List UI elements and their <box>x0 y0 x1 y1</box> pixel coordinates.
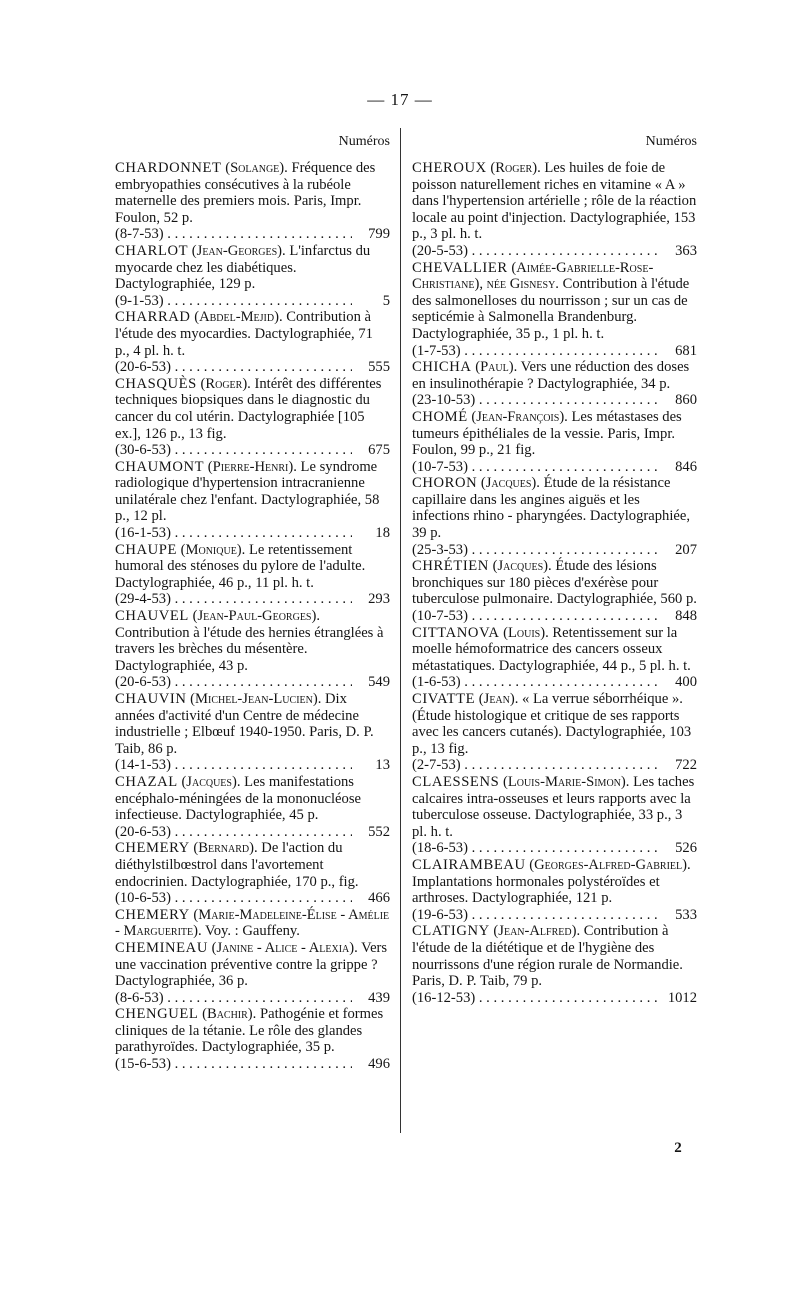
page-number: — 17 — <box>367 90 433 109</box>
entry-reference-line <box>412 459 697 476</box>
entry-given-names: (Jacques). <box>181 773 241 790</box>
entry-surname: CHASQUÈS <box>115 375 197 392</box>
entry-given-names: (Solange). <box>225 160 288 176</box>
entry-title: Contribution à l'étude des myocardies. Dactylographiée, 71 p., 4 pl. h. t. <box>115 309 373 359</box>
entry-given-names: (Louis). <box>503 624 549 641</box>
entry-reference-line <box>412 907 697 924</box>
entry-title: Contribution à l'étude des salmonelloses du nourrisson ; sur un cas de septicémie à Salmonella Brandenburg. Dactylographiée, 35 p., 1 pl. h. t. <box>412 276 690 342</box>
entry-text <box>115 774 390 824</box>
entry-text <box>412 475 697 541</box>
entry-reference-line <box>115 890 390 907</box>
entry-number: 681 <box>675 342 697 359</box>
entry-title: Les métastases des tumeurs épithéliales de la vessie. Paris, Impr. Foulon, 99 p., 21 fig. <box>412 408 682 459</box>
entry-given-names: (Louis-Marie-Simon). <box>502 773 630 790</box>
bibliography-entry <box>115 376 390 459</box>
entry-surname: CITTANOVA <box>412 624 500 641</box>
bibliography-entry <box>115 542 390 608</box>
entry-date: (30-6-53) . . . <box>115 442 352 459</box>
entry-text <box>115 376 390 442</box>
bibliography-entry <box>115 459 390 542</box>
bibliography-entry <box>115 840 390 906</box>
entry-date: (29-4-53) . . . <box>115 591 352 608</box>
entry-text <box>412 260 697 343</box>
entry-title: Voy. : Gauffeny. <box>205 923 300 940</box>
entry-given-names: (Pierre-Henri). <box>207 458 297 475</box>
entry-reference-line <box>115 757 390 774</box>
entry-surname: CHAUMONT <box>115 458 205 475</box>
entry-surname: CHORON <box>412 475 478 492</box>
entry-title: « La verrue séborrhéique ». (Étude histologique et critique de ses rapports avec les cancers cutanés). Dactylographiée, 103 p., 13 fig. <box>412 691 692 757</box>
entry-given-names: (Georges-Alfred-Gabriel). <box>529 856 691 873</box>
entry-date: (16-12-53) . . . <box>412 990 659 1007</box>
bibliography-entry <box>115 243 390 309</box>
entry-text <box>115 1006 390 1056</box>
entry-date: (23-10-53) . . . <box>412 392 659 409</box>
entry-date: (2-7-53) . . . <box>412 757 659 774</box>
column-divider <box>400 128 401 1133</box>
entry-reference-line <box>115 525 390 542</box>
entry-surname: CHARLOT <box>115 242 189 259</box>
entry-date: (20-6-53) . . . <box>115 359 352 376</box>
entry-reference-line <box>412 608 697 625</box>
bibliography-entry <box>412 160 697 260</box>
entry-reference-line <box>412 840 697 857</box>
bibliography-entry <box>115 774 390 840</box>
left-column <box>115 134 390 1073</box>
entry-number: 207 <box>675 541 697 558</box>
left-entries <box>115 160 390 1073</box>
entry-given-names: (Roger). <box>200 375 251 392</box>
entry-text <box>412 359 697 392</box>
entry-surname: CHARRAD <box>115 309 191 326</box>
bibliography-entry <box>412 857 697 923</box>
entry-date: (16-1-53) . . . <box>115 525 352 542</box>
bibliography-entry <box>412 691 697 774</box>
entry-date: (10-6-53) . . . <box>115 890 352 907</box>
entry-title: Vers une réduction des doses en insulinothérapie ? Dactylographiée, 34 p. <box>412 359 690 392</box>
entry-text <box>115 160 390 226</box>
entry-given-names: (Marie-Madeleine-Élise - Amélie - Marguerite). <box>115 906 390 940</box>
bibliography-entry <box>115 691 390 774</box>
entry-surname: CHENGUEL <box>115 1006 199 1023</box>
entry-surname: CLAIRAMBEAU <box>412 856 526 873</box>
entry-reference-line <box>115 359 390 376</box>
entry-date: (15-6-53) . . . <box>115 1056 352 1073</box>
entry-title: Fréquence des embryopathies consécutives à la rubéole maternelle des premiers mois. Paris, Impr. Foulon, 52 p. <box>115 160 376 226</box>
signature-number: 2 <box>674 1140 682 1156</box>
entry-given-names: (Janine - Alice - Alexia). <box>211 939 358 956</box>
entry-reference-line <box>412 990 697 1007</box>
entry-number: 533 <box>675 906 697 923</box>
entry-title: Pathogénie et formes cliniques de la tétanie. Le rôle des glandes parathyroïdes. Dactylographiée, 35 p. <box>115 1006 384 1056</box>
entry-given-names: (Jacques). <box>492 558 552 575</box>
entry-given-names: (Jean-Georges). <box>191 242 286 259</box>
entry-text <box>115 840 390 890</box>
right-entries <box>412 160 697 1006</box>
entry-surname: CLATIGNY <box>412 923 490 940</box>
entry-number: 400 <box>675 674 697 691</box>
entry-title: Intérêt des différentes techniques biopsiques dans le diagnostic du cancer du col utérin. Dactylographiée [105 ex.], 126 p., 13 fig. <box>115 375 382 442</box>
entry-reference-line <box>412 343 697 360</box>
entry-number: 860 <box>675 392 697 409</box>
entry-reference-line <box>412 757 697 774</box>
entry-text <box>115 309 390 359</box>
entry-title: Les manifestations encéphalo-méningées de la mononucléose infectieuse. Dactylographiée, 45 p. <box>115 773 361 824</box>
entry-text <box>412 409 697 459</box>
entry-text <box>115 907 390 940</box>
entry-surname: CHAUPE <box>115 541 177 558</box>
entry-surname: CHEMINEAU <box>115 939 208 956</box>
entry-number: 439 <box>368 989 390 1006</box>
bibliography-entry <box>115 1006 390 1072</box>
entry-number: 552 <box>368 823 390 840</box>
entry-number: 722 <box>675 757 697 774</box>
entry-date: (25-3-53) . . . <box>412 542 659 559</box>
entry-title: Le syndrome radiologique d'hypertension intracranienne unilatérale chez l'enfant. Dactylographiée, 58 p., 12 pl. <box>115 458 380 525</box>
bibliography-entry <box>412 260 697 360</box>
entry-title: Dix années d'activité d'un Centre de médecine industrielle ; Elbœuf 1940-1950. Paris, D. P. Taib, 86 p. <box>115 691 374 757</box>
column-header-right: Numéros <box>645 134 697 149</box>
entry-surname: CHARDONNET <box>115 160 222 176</box>
entry-number: 846 <box>675 458 697 475</box>
entry-title: Contribution à l'étude de la diététique et de l'hygiène des nourrissons d'une région rurale de Normandie. Paris, D. P. Taib, 79 p. <box>412 923 683 990</box>
entry-number: 549 <box>368 674 390 691</box>
entry-given-names: (Roger). <box>490 160 541 176</box>
bibliography-entry <box>115 907 390 940</box>
entry-title: L'infarctus du myocarde chez les diabétiques. Dactylographiée, 129 p. <box>115 242 371 293</box>
entry-date: (9-1-53) . . . <box>115 293 352 310</box>
bibliography-entry <box>412 359 697 409</box>
entry-date: (20-6-53) . . . <box>115 674 352 691</box>
bibliography-entry <box>412 409 697 475</box>
entry-reference-line <box>412 674 697 691</box>
entry-title: Implantations hormonales polystéroïdes et arthroses. Dactylographiée, 121 p. <box>412 873 660 907</box>
entry-number: 18 <box>375 525 390 542</box>
entry-surname: CHICHA <box>412 359 472 376</box>
entry-number: 293 <box>368 591 390 608</box>
entry-reference-line <box>412 542 697 559</box>
entry-surname: CHEMERY <box>115 840 190 857</box>
entry-reference-line <box>412 392 697 409</box>
entry-title: Étude des lésions bronchiques sur 180 pièces d'exérèse pour tuberculose pulmonaire. Dactylographiée, 560 p. <box>412 558 697 608</box>
entry-text <box>412 923 697 989</box>
entry-date: (20-5-53) . . . <box>412 243 659 260</box>
entry-reference-line <box>115 591 390 608</box>
entry-given-names: (Paul). <box>475 359 518 376</box>
entry-surname: CHRÉTIEN <box>412 558 489 575</box>
entry-title: De l'action du diéthylstilbœstrol dans l'avortement endocrinien. Dactylographiée, 170 p., fig. <box>115 840 359 890</box>
bibliography-entry <box>115 940 390 1006</box>
entry-text <box>115 940 390 990</box>
bibliography-entry <box>412 774 697 857</box>
entry-number: 496 <box>368 1056 390 1073</box>
entry-given-names: (Abdel-Mejid). <box>194 309 283 326</box>
entry-surname: CHEROUX <box>412 160 487 176</box>
entry-number: 799 <box>368 226 390 243</box>
entry-surname: CHEMERY <box>115 906 190 923</box>
entry-title: Contribution à l'étude des hernies étranglées à travers les brèches du mésentère. Dactylographiée, 43 p. <box>115 624 384 674</box>
entry-given-names: (Jacques). <box>480 475 540 492</box>
entry-given-names: (Bachir). <box>202 1006 257 1023</box>
entry-date: (14-1-53) . . . <box>115 757 352 774</box>
bibliography-entry <box>412 923 697 1006</box>
entry-number: 13 <box>375 757 390 774</box>
bibliography-entry <box>115 160 390 243</box>
entry-number: 5 <box>382 292 390 309</box>
entry-surname: CIVATTE <box>412 691 476 707</box>
column-header-left: Numéros <box>338 134 390 149</box>
entry-surname: CHAUVEL <box>115 608 189 625</box>
bibliography-entry <box>412 475 697 558</box>
entry-date: (8-7-53) . . . <box>115 226 352 243</box>
entry-text <box>412 774 697 840</box>
entry-date: (1-7-53) . . . <box>412 343 659 360</box>
entry-date: (19-6-53) . . . <box>412 907 659 924</box>
entry-given-names: (Jean-Alfred). <box>493 923 581 940</box>
entry-given-names: (Bernard). <box>193 840 258 857</box>
bibliography-entry <box>412 625 697 691</box>
entry-text <box>412 160 697 243</box>
entry-surname: CHOMÉ <box>412 408 468 425</box>
entry-date: (20-6-53) . . . <box>115 824 352 841</box>
entry-surname: CHEVALLIER <box>412 259 508 276</box>
entry-text <box>115 608 390 674</box>
entry-given-names: (Michel-Jean-Lucien). <box>190 691 322 707</box>
entry-given-names: (Monique). <box>180 541 246 558</box>
entry-given-names: (Aimée-Gabrielle-Rose-Christiane), née Gisnesy. <box>412 259 654 293</box>
entry-date: (10-7-53) . . . <box>412 608 659 625</box>
entry-date: (1-6-53) . . . <box>412 674 659 691</box>
entry-title: Les huiles de foie de poisson naturellement riches en vitamine « A » dans l'hypertension artérielle ; rôle de la réaction locale au point d'injection. Dactylographiée, 153 p., 3 pl. h. t. <box>412 160 697 243</box>
entry-title: Les taches calcaires intra-osseuses et leurs rapports avec la tuberculose osseuse. Dactylographiée, 33 p., 3 pl. h. t. <box>412 773 695 840</box>
entry-reference-line <box>115 990 390 1007</box>
entry-reference-line <box>115 226 390 243</box>
entry-title: Le retentissement humoral des sténoses du pylore de l'adulte. Dactylographiée, 46 p., 11 pl. h. t. <box>115 541 366 591</box>
bibliography-entry <box>115 608 390 691</box>
entry-given-names: (Jean-François). <box>471 408 568 425</box>
entry-number: 526 <box>675 840 697 857</box>
entry-text <box>412 691 697 757</box>
entry-reference-line <box>115 824 390 841</box>
entry-title: Retentissement sur la moelle hémoformatrice des cancers osseux métastatiques. Dactylographiée, 44 p., 5 pl. h. t. <box>412 624 691 674</box>
entry-number: 1012 <box>667 989 697 1006</box>
entry-reference-line <box>115 674 390 691</box>
entry-date: (8-6-53) . . . <box>115 990 352 1007</box>
entry-reference-line <box>115 293 390 310</box>
entry-number: 848 <box>675 608 697 625</box>
entry-reference-line <box>412 243 697 260</box>
entry-number: 466 <box>368 890 390 907</box>
entry-title: Vers une vaccination préventive contre la grippe ? Dactylographiée, 36 p. <box>115 939 388 990</box>
entry-given-names: (Jean-Paul-Georges). <box>192 608 320 625</box>
entry-text <box>412 625 697 675</box>
entry-number: 363 <box>675 242 697 259</box>
entry-number: 675 <box>368 442 390 459</box>
bibliography-entry <box>115 309 390 375</box>
entry-surname: CHAZAL <box>115 773 178 790</box>
entry-text <box>412 558 697 608</box>
entry-date: (10-7-53) . . . <box>412 459 659 476</box>
entry-given-names: (Jean). <box>478 691 519 707</box>
bibliography-entry <box>412 558 697 624</box>
right-column <box>412 134 697 1006</box>
entry-number: 555 <box>368 359 390 376</box>
entry-text <box>115 243 390 293</box>
entry-text <box>115 691 390 757</box>
entry-date: (18-6-53) . . . <box>412 840 659 857</box>
entry-text <box>115 542 390 592</box>
entry-surname: CHAUVIN <box>115 691 187 707</box>
entry-surname: CLAESSENS <box>412 773 500 790</box>
entry-title: Étude de la résistance capillaire dans les angines aiguës et les infections rhino - pharyngées. Dactylographiée, 39 p. <box>412 475 690 542</box>
entry-text <box>115 459 390 525</box>
entry-text <box>412 857 697 907</box>
entry-reference-line <box>115 442 390 459</box>
entry-reference-line <box>115 1056 390 1073</box>
